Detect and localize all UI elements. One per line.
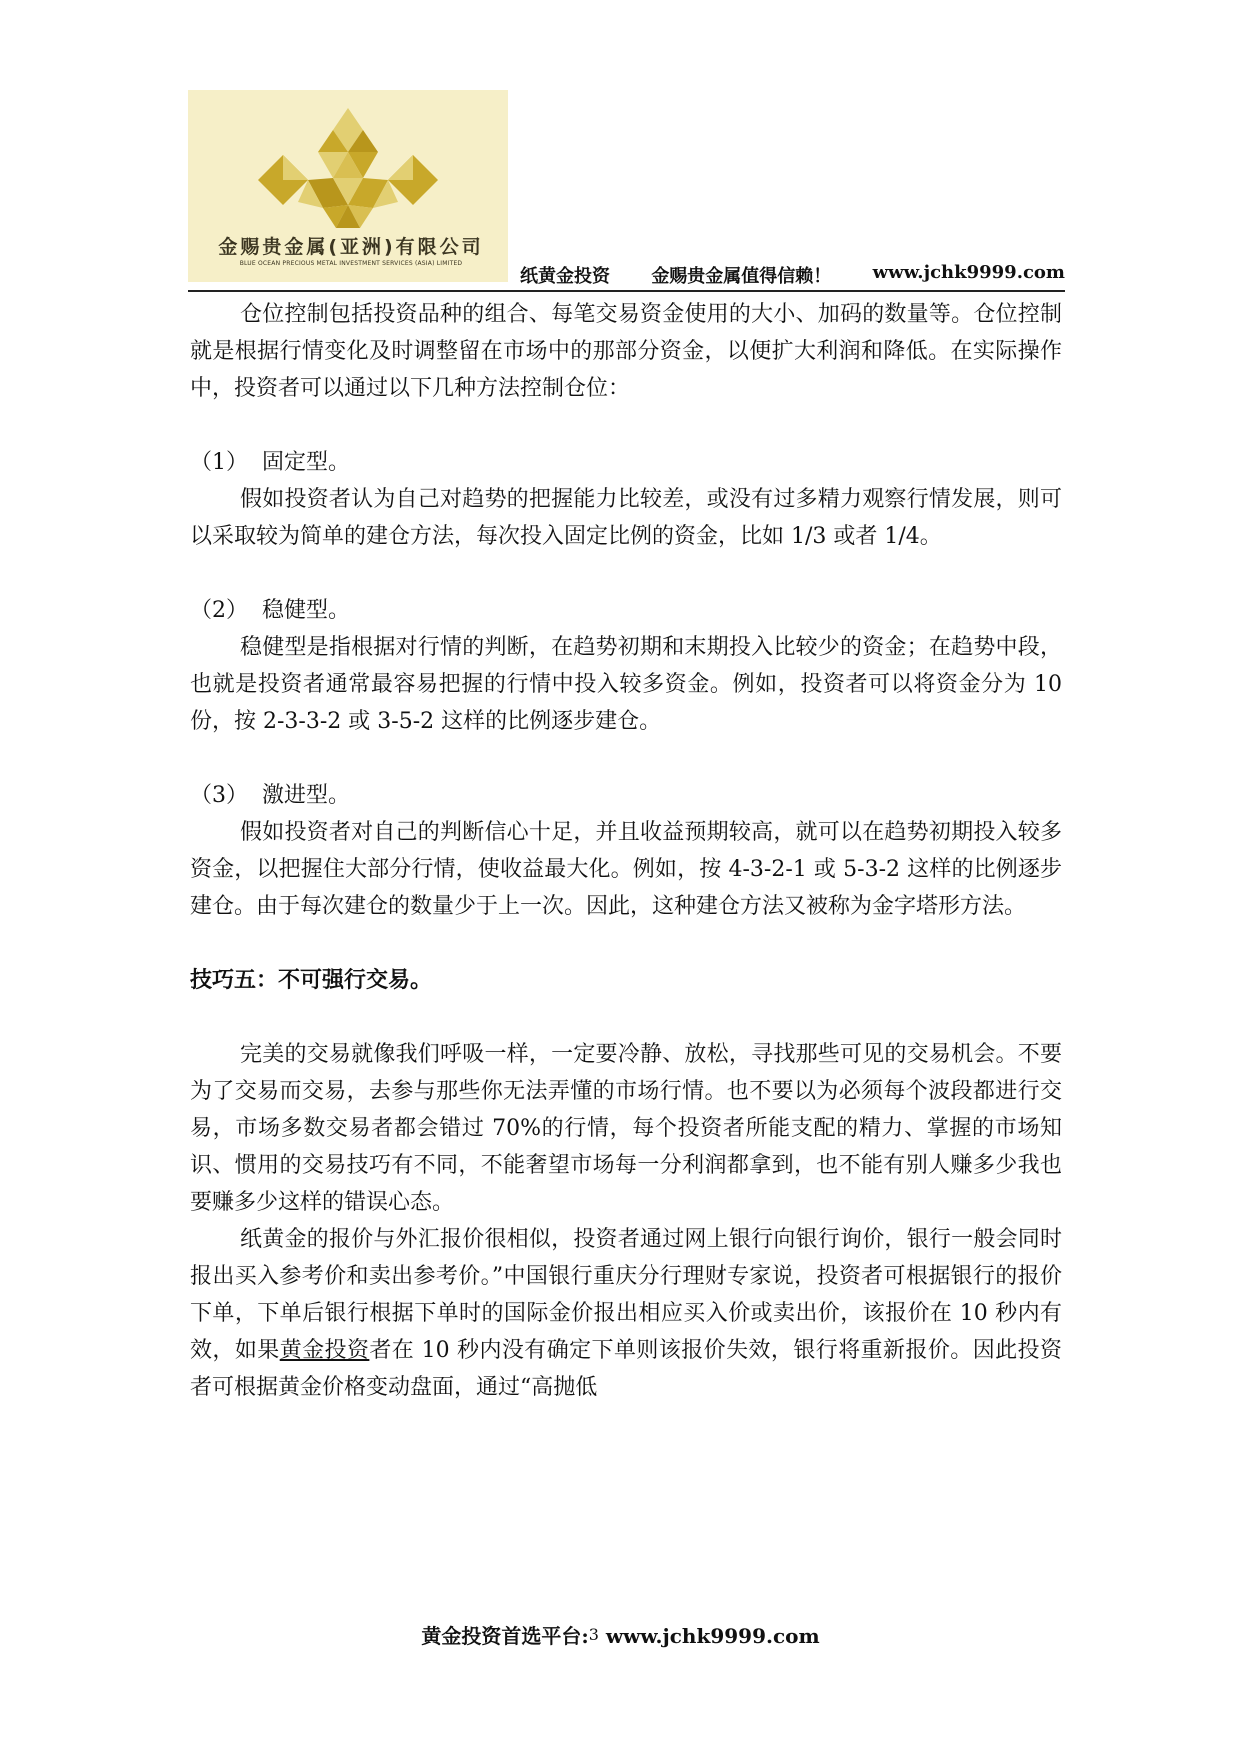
body-paragraph-2: 纸黄金的报价与外汇报价很相似，投资者通过网上银行向银行询价，银行一般会同时报出买入参考价和卖出参考价。”中国银行重庆分行理财专家说，投资者可根据银行的报价下单，下单后银行根据下单时的国际金价报出相应买入价或卖出价，该报价在 10 秒内有效，如果黄金投资者在 10 秒内没有确定下单则该报价失效，银行将重新报价。因此投资者可根据黄金价格变动盘面，通过“高抛低 [190, 1227, 1063, 1400]
item-paragraph: 稳健型是指根据对行情的判断，在趋势初期和末期投入比较少的资金；在趋势中段，也就是投资者通常最容易把握的行情中投入较多资金。例如，投资者可以将资金分为 10 份，按 2-3-3-2 或 3-5-2 这样的比例逐步建仓。 [190, 635, 1062, 734]
item-number: （1） [190, 450, 248, 475]
tagline-topic: 纸黄金投资 [520, 266, 610, 287]
body-paragraph-1: 完美的交易就像我们呼吸一样，一定要冷静、放松，寻找那些可见的交易机会。不要为了交易而交易，去参与那些你无法弄懂的市场行情。也不要以为必须每个波段都进行交易，市场多数交易者都会错过 70%的行情，每个投资者所能支配的精力、掌握的市场知识、惯用的交易技巧有不同，不能奢望市场每一分利润都拿到，也不能有别人赚多少我也要赚多少这样的错误心态。 [190, 1042, 1062, 1215]
header-divider [188, 290, 1065, 292]
page-footer [0, 1620, 1241, 1649]
logo-chinese-name: 金赐贵金属(亚洲)有限公司 [218, 236, 484, 258]
footer-url[interactable]: www.jchk9999.com [605, 1624, 820, 1648]
logo-english-name: BLUE OCEAN PRECIOUS METAL INVESTMENT SERVICES (ASIA) LIMITED [239, 260, 463, 267]
document-body [190, 296, 1062, 1406]
company-logo [188, 90, 508, 282]
item-title: 激进型。 [262, 783, 351, 808]
gold-investment-link[interactable]: 黄金投资 [279, 1338, 370, 1363]
item-title: 固定型。 [262, 450, 351, 475]
item-number: （2） [190, 598, 248, 623]
list-item-heading [190, 592, 1062, 629]
tagline-url[interactable]: www.jchk9999.com [872, 262, 1065, 283]
header-tagline [520, 262, 1065, 288]
item-paragraph: 假如投资者认为自己对趋势的把握能力比较差，或没有过多精力观察行情发展，则可以采取较为简单的建仓方法，每次投入固定比例的资金，比如 1/3 或者 1/4。 [190, 487, 1062, 549]
item-title: 稳健型。 [262, 598, 351, 623]
list-item-heading [190, 444, 1062, 481]
tagline-slogan: 金赐贵金属值得信赖！ [651, 266, 832, 287]
section-heading: 技巧五：不可强行交易。 [190, 968, 433, 993]
item-paragraph: 假如投资者对自己的判断信心十足，并且收益预期较高，就可以在趋势初期投入较多资金，以把握住大部分行情，使收益最大化。例如，按 4-3-2-1 或 5-3-2 这样的比例逐步建仓。由于每次建仓的数量少于上一次。因此，这种建仓方法又被称为金字塔形方法。 [190, 820, 1062, 919]
item-number: （3） [190, 783, 248, 808]
page-number: 3 [588, 1625, 599, 1644]
footer-label: 黄金投资首选平台: [421, 1624, 589, 1648]
intro-paragraph: 仓位控制包括投资品种的组合、每笔交易资金使用的大小、加码的数量等。仓位控制就是根据行情变化及时调整留在市场中的那部分资金，以便扩大利润和降低。在实际操作中，投资者可以通过以下几种方法控制仓位： [190, 302, 1062, 401]
list-item-heading [190, 777, 1062, 814]
